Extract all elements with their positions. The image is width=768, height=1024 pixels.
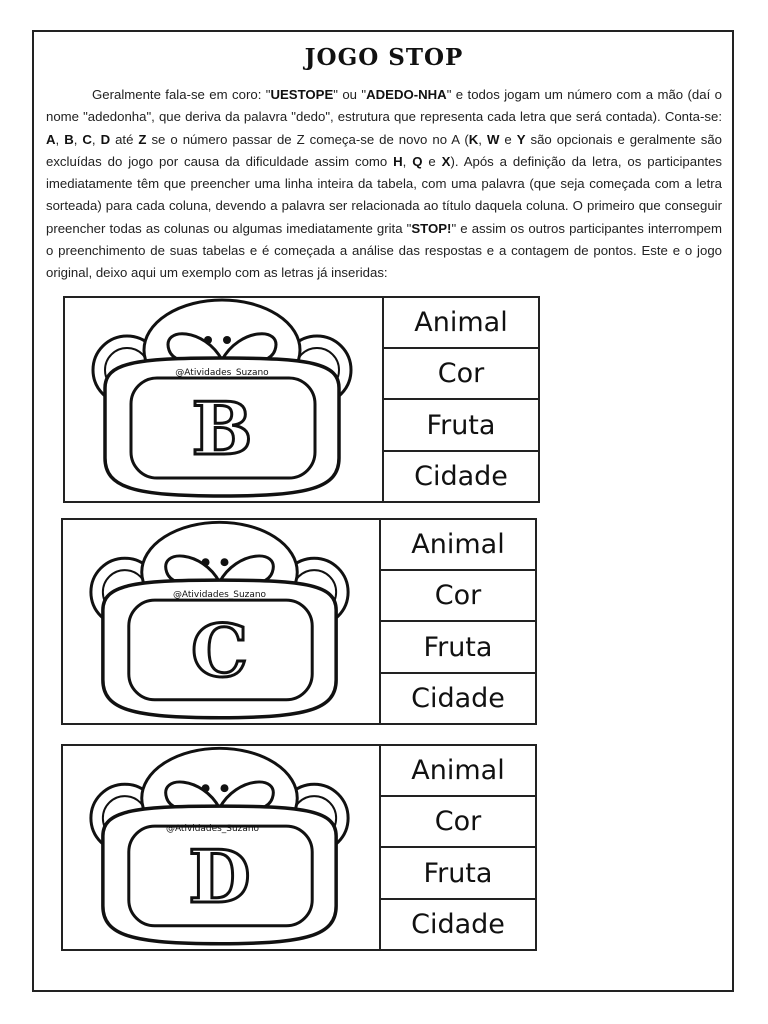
- intro-text: ,: [55, 131, 65, 147]
- category-cor: Cor: [381, 571, 535, 622]
- intro-text: " e todos jogam um número com a mão (daí o nome "adedonha", que deriva da palavra "dedo", estrutura que representa cada letra que será contada). Conta-se:: [46, 87, 722, 125]
- intro-bold: C: [82, 131, 92, 147]
- intro-bold: A: [46, 131, 56, 147]
- category-animal: Animal: [381, 520, 535, 571]
- intro-bold: W: [486, 131, 500, 147]
- monkey-icon: [63, 520, 379, 723]
- category-cidade: Cidade: [411, 909, 505, 940]
- sorted-letter: C: [190, 608, 249, 693]
- watermark-text: @Atividades_Suzano: [175, 368, 269, 378]
- intro-bold: X: [441, 153, 451, 169]
- category-fruta: Fruta: [381, 622, 535, 674]
- monkey-illustration: [63, 520, 381, 723]
- monkey-illustration: [65, 298, 384, 501]
- intro-text: Geralmente fala-se em coro: ": [92, 87, 271, 102]
- intro-text: ,: [478, 131, 487, 147]
- monkey-icon: [63, 746, 379, 949]
- intro-text: " e assim os outros participantes interrompem o preenchimento de suas tabelas e é começada a análise das respostas e a contagem de pontos. Este e o jogo original, deixo aqui um exemplo com as letras já inseridas:: [46, 220, 723, 281]
- intro-text: e: [422, 153, 442, 169]
- intro-text: ). Após a definição da letra, os participantes imediatamente têm que preencher uma linha inteira da tabela, com uma palavra (que seja começada com a letra sorteada) para cada coluna, devendo a palavra ser relacionada ao título daquela coluna. O primeiro que conseguir preencher todas as colunas ou algumas imediatamente grita ": [46, 153, 723, 236]
- intro-bold: Y: [516, 131, 526, 147]
- intro-text: e: [499, 131, 517, 147]
- intro-text: ,: [402, 153, 413, 169]
- intro-text: até: [110, 131, 139, 147]
- intro-bold: B: [64, 131, 74, 147]
- intro-bold: Z: [138, 131, 147, 147]
- category-cidade: Cidade: [411, 683, 505, 714]
- page-title: JOGO STOP: [304, 44, 464, 71]
- watermark-text: @Atividades_Suzano: [165, 824, 260, 835]
- intro-paragraph: [46, 84, 722, 285]
- intro-text: ,: [73, 131, 83, 147]
- intro-text: são opcionais e geralmente são excluídas do jogo por causa da dificuldade assim como: [46, 131, 723, 169]
- monkey-icon: [65, 298, 382, 501]
- stop-card-d: [61, 744, 537, 951]
- category-animal: Animal: [384, 298, 538, 349]
- intro-text: ,: [91, 131, 101, 147]
- sorted-letter: D: [188, 834, 251, 919]
- intro-bold: Q: [412, 153, 423, 169]
- category-fruta: Fruta: [381, 848, 535, 900]
- monkey-illustration: [63, 746, 381, 949]
- intro-text: se o número passar de Z começa-se de novo no A (: [146, 131, 469, 147]
- category-cor: Cor: [381, 797, 535, 848]
- intro-bold: STOP!: [411, 220, 452, 236]
- category-column: [381, 520, 535, 723]
- category-animal: Animal: [381, 746, 535, 797]
- category-cidade: Cidade: [414, 461, 508, 492]
- category-cor: Cor: [384, 349, 538, 400]
- stop-card-c: [61, 518, 537, 725]
- intro-bold: H: [393, 153, 403, 169]
- sorted-letter: B: [191, 386, 253, 471]
- intro-text: " ou ": [333, 87, 367, 102]
- intro-bold: D: [100, 131, 111, 147]
- watermark-text: @Atividades_Suzano: [172, 590, 267, 601]
- stop-card-b: [63, 296, 540, 503]
- category-fruta: Fruta: [384, 400, 538, 452]
- intro-bold: UESTOPE: [270, 87, 334, 102]
- intro-bold: ADEDO-NHA: [366, 87, 447, 102]
- intro-bold: K: [468, 131, 479, 147]
- category-column: [381, 746, 535, 949]
- category-column: [384, 298, 538, 501]
